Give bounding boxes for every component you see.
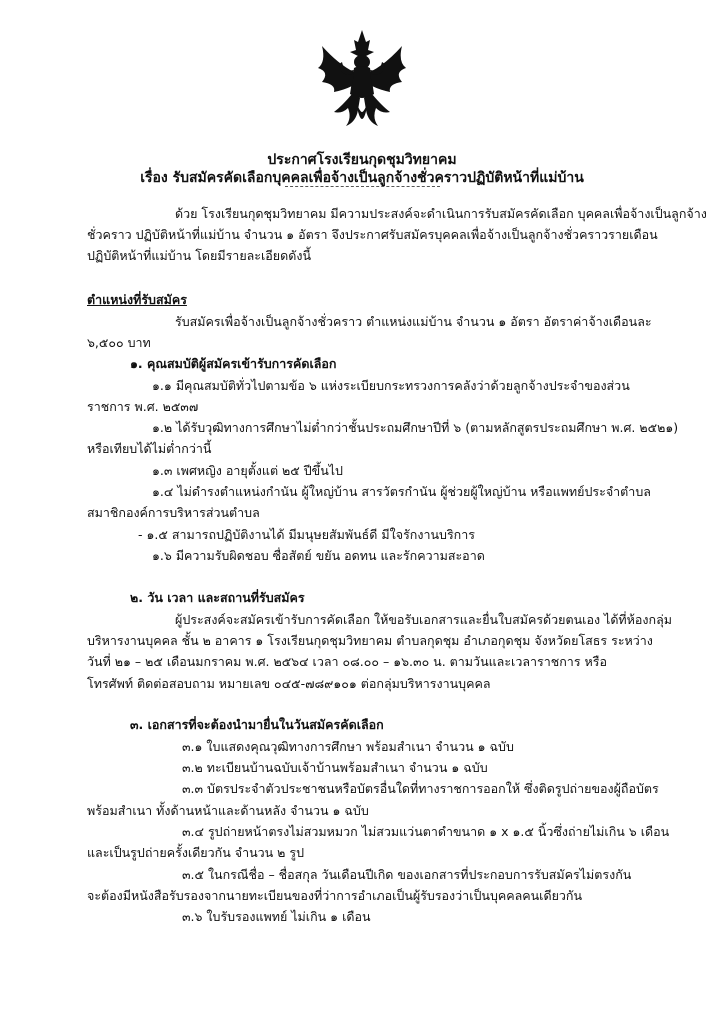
section3-line: ๓.๖ ใบรับรองแพทย์ ไม่เกิน ๑ เดือน: [182, 909, 371, 924]
section1-line: ๑.๒ ได้รับวุฒิทางการศึกษาไม่ต่ำกว่าชั้นประถมศึกษาปีที่ ๖ (ตามหลักสูตรประถมศึกษา พ.ศ. ๒๕๒๑): [152, 420, 679, 435]
intro-line: ชั่วคราว ปฏิบัติหน้าที่แม่บ้าน จำนวน ๑ อัตรา จึงประกาศรับสมัครบุคคลเพื่อจ้างเป็นลูกจ้างชั่วคราวรายเดือน: [87, 227, 658, 242]
document-title: ประกาศโรงเรียนกุดชุมวิทยาคม: [267, 152, 457, 168]
section1-heading: ๑. คุณสมบัติผู้สมัครเข้ารับการคัดเลือก: [130, 356, 337, 371]
document-subject: เรื่อง รับสมัครคัดเลือกบุคคลเพื่อจ้างเป็นลูกจ้างชั่วคราวปฏิบัติหน้าที่แม่บ้าน: [140, 170, 584, 186]
section2-line: วันที่ ๒๑ – ๒๕ เดือนมกราคม พ.ศ. ๒๕๖๔ เวลา ๐๘.๐๐ – ๑๖.๓๐ น. ตามวันและเวลาราชการ หรือ: [87, 654, 607, 669]
section2-line: ผู้ประสงค์จะสมัครเข้ารับการคัดเลือก ให้ขอรับเอกสารและยื่นใบสมัครด้วยตนเอง ได้ที่ห้องกลุ่ม: [175, 612, 672, 627]
position-heading: ตำแหน่งที่รับสมัคร: [87, 292, 187, 307]
section1-line: ราชการ พ.ศ. ๒๕๓๗: [87, 399, 199, 414]
section1-line: ๑.๖ มีความรับผิดชอบ ซื่อสัตย์ ขยัน อดทน และรักความสะอาด: [152, 548, 485, 563]
intro-line: ปฏิบัติหน้าที่แม่บ้าน โดยมีรายละเอียดดังนี้: [87, 248, 312, 263]
section1-line: สมาชิกองค์การบริหารส่วนตำบล: [87, 505, 260, 520]
section3-line: และเป็นรูปถ่ายครั้งเดียวกัน จำนวน ๒ รูป: [87, 845, 305, 860]
title-divider: [285, 186, 440, 187]
section3-line: พร้อมสำเนา ทั้งด้านหน้าและด้านหลัง จำนวน ๑ ฉบับ: [87, 803, 369, 818]
section1-line: ๑.๓ เพศหญิง อายุตั้งแต่ ๒๕ ปีขึ้นไป: [152, 463, 343, 478]
section2-line: บริหารงานบุคคล ชั้น ๒ อาคาร ๑ โรงเรียนกุดชุมวิทยาคม ตำบลกุดชุม อำเภอกุดชุม จังหวัดยโสธร ระหว่าง: [87, 633, 653, 648]
section2-heading: ๒. วัน เวลา และสถานที่รับสมัคร: [130, 590, 305, 605]
section1-line: ๑.๑ มีคุณสมบัติทั่วไปตามข้อ ๖ แห่งระเบียบกระทรวงการคลังว่าด้วยลูกจ้างประจำของส่วน: [152, 378, 630, 393]
section1-line: ๑.๔ ไม่ดำรงตำแหน่งกำนัน ผู้ใหญ่บ้าน สารวัตรกำนัน ผู้ช่วยผู้ใหญ่บ้าน หรือแพทย์ประจำตำบล: [152, 484, 651, 499]
section3-line: จะต้องมีหนังสือรับรองจากนายทะเบียนของที่ว่าการอำเภอเป็นผู้รับรองว่าเป็นบุคคลคนเดียวกัน: [87, 888, 583, 903]
position-line: รับสมัครเพื่อจ้างเป็นลูกจ้างชั่วคราว ตำแหน่งแม่บ้าน จำนวน ๑ อัตรา อัตราค่าจ้างเดือนละ: [175, 314, 652, 329]
position-line: ๖,๕๐๐ บาท: [87, 335, 151, 350]
section3-line: ๓.๒ ทะเบียนบ้านฉบับเจ้าบ้านพร้อมสำเนา จำนวน ๑ ฉบับ: [182, 760, 488, 775]
section1-line: หรือเทียบได้ไม่ต่ำกว่านี้: [87, 441, 212, 456]
section1-line: - ๑.๕ สามารถปฏิบัติงานได้ มีมนุษยสัมพันธ์ดี มีใจรักงานบริการ: [138, 527, 475, 542]
garuda-emblem-icon: [312, 28, 412, 138]
section3-line: ๓.๔ รูปถ่ายหน้าตรงไม่สวมหมวก ไม่สวมแว่นตาดำขนาด ๑ x ๑.๕ นิ้วซึ่งถ่ายไม่เกิน ๖ เดือน: [182, 824, 670, 839]
section2-line: โทรศัพท์ ติดต่อสอบถาม หมายเลข ๐๔๕-๗๘๙๑๐๑ ต่อกลุ่มบริหารงานบุคคล: [87, 676, 491, 691]
section3-line: ๓.๑ ใบแสดงคุณวุฒิทางการศึกษา พร้อมสำเนา จำนวน ๑ ฉบับ: [182, 739, 514, 754]
section3-heading: ๓. เอกสารที่จะต้องนำมายื่นในวันสมัครคัดเลือก: [130, 717, 384, 732]
section3-line: ๓.๓ บัตรประจำตัวประชาชนหรือบัตรอื่นใดที่ทางราชการออกให้ ซึ่งติดรูปถ่ายของผู้ถือบัตร: [182, 781, 659, 796]
section3-line: ๓.๕ ในกรณีชื่อ – ชื่อสกุล วันเดือนปีเกิด ของเอกสารที่ประกอบการรับสมัครไม่ตรงกัน: [182, 867, 632, 882]
intro-line: ด้วย โรงเรียนกุดชุมวิทยาคม มีความประสงค์จะดำเนินการรับสมัครคัดเลือก บุคคลเพื่อจ้างเป็นลูกจ้าง: [175, 206, 707, 221]
